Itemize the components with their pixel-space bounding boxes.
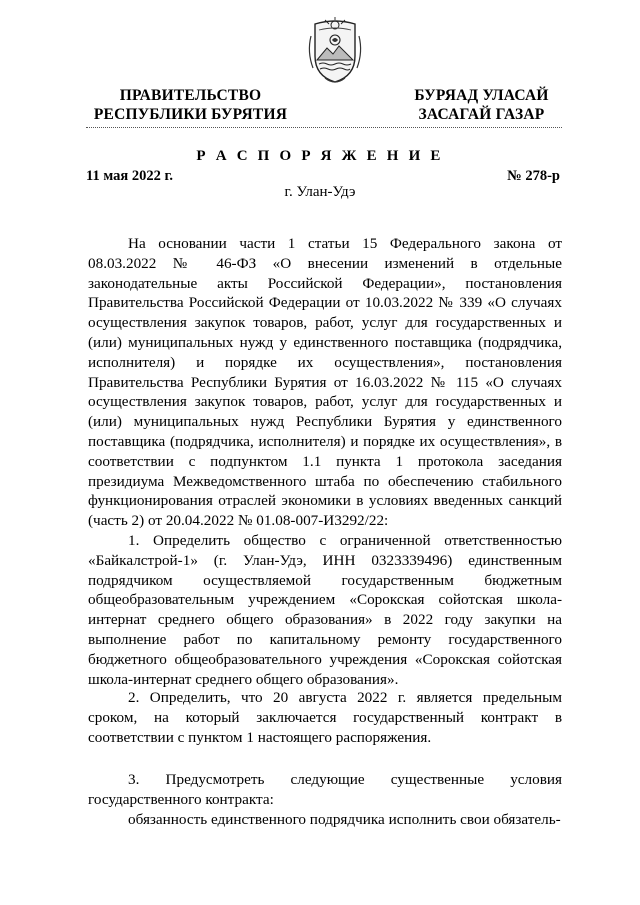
coat-of-arms-emblem (303, 16, 367, 86)
clause-3-paragraph: 3. Предусмотреть следующие существенные условия государственного контракта: (88, 771, 562, 808)
clause-2-paragraph: 2. Определить, что 20 августа 2022 г. является предельным сроком, на который заключается государственный контракт в соответствии с пунктом 1 настоящего распоряжения. (88, 689, 562, 746)
government-name-buryat (404, 86, 559, 124)
header-left-line1: ПРАВИТЕЛЬСТВО (119, 87, 262, 104)
government-name-russian (88, 86, 293, 124)
header-left-line2: РЕСПУБЛИКИ БУРЯТИЯ (93, 106, 288, 123)
document-city: г. Улан-Удэ (284, 184, 356, 200)
document-date: 11 мая 2022 г. (86, 168, 174, 184)
document-title: Р А С П О Р Я Ж Е Н И Е (196, 148, 444, 164)
header-right-line2: ЗАСАГАЙ ГАЗАР (418, 106, 545, 123)
preamble-paragraph: На основании части 1 статьи 15 Федерального закона от 08.03.2022 № 46-ФЗ «О внесении изменений в отдельные законодательные акты Российской Федерации», постановления Правительства Российской Федерации от 10.03.2022 № 339 «О случаях осуществления закупок товаров, работ, услуг для государственных и (или) муниципальных нужд у единственного поставщика (подрядчика, исполнителя) и порядке их осуществления», постановления Правительства Республики Бурятия от 16.03.2022 № 115 «О случаях осуществления закупок товаров, работ, услуг для государственных и (или) муниципальных нужд Республики Бурятия у единственного поставщика (подрядчика, исполнителя) и порядке их осуществления», в соответствии с подпунктом 1.1 пункта 1 протокола заседания президиума Межведомственного штаба по обеспечению стабильного функционирования отраслей экономики в условиях введенных санкций (часть 2) от 20.04.2022 № 01.08-007-И3292/22: (88, 235, 562, 530)
header-right-line1: БУРЯАД УЛАСАЙ (414, 87, 549, 104)
document-number: № 278-р (507, 168, 560, 184)
header-divider (86, 127, 562, 128)
clause-3-continuation: обязанность единственного подрядчика исполнить свои обязатель- (128, 811, 561, 828)
clause-1-paragraph: 1. Определить общество с ограниченной ответственностью «Байкалстрой-1» (г. Улан-Удэ, ИНН 0323339496) единственным подрядчиком осуществляемой государственным бюджетным общеобразовательным учреждением «Сорокская сойотская школа-интернат среднего общего образования» в 2022 году закупки на выполнение работ по капитальному ремонту государственного бюджетного общеобразовательного учреждения «Сорокская сойотская школа-интернат среднего общего образования». (88, 532, 562, 688)
